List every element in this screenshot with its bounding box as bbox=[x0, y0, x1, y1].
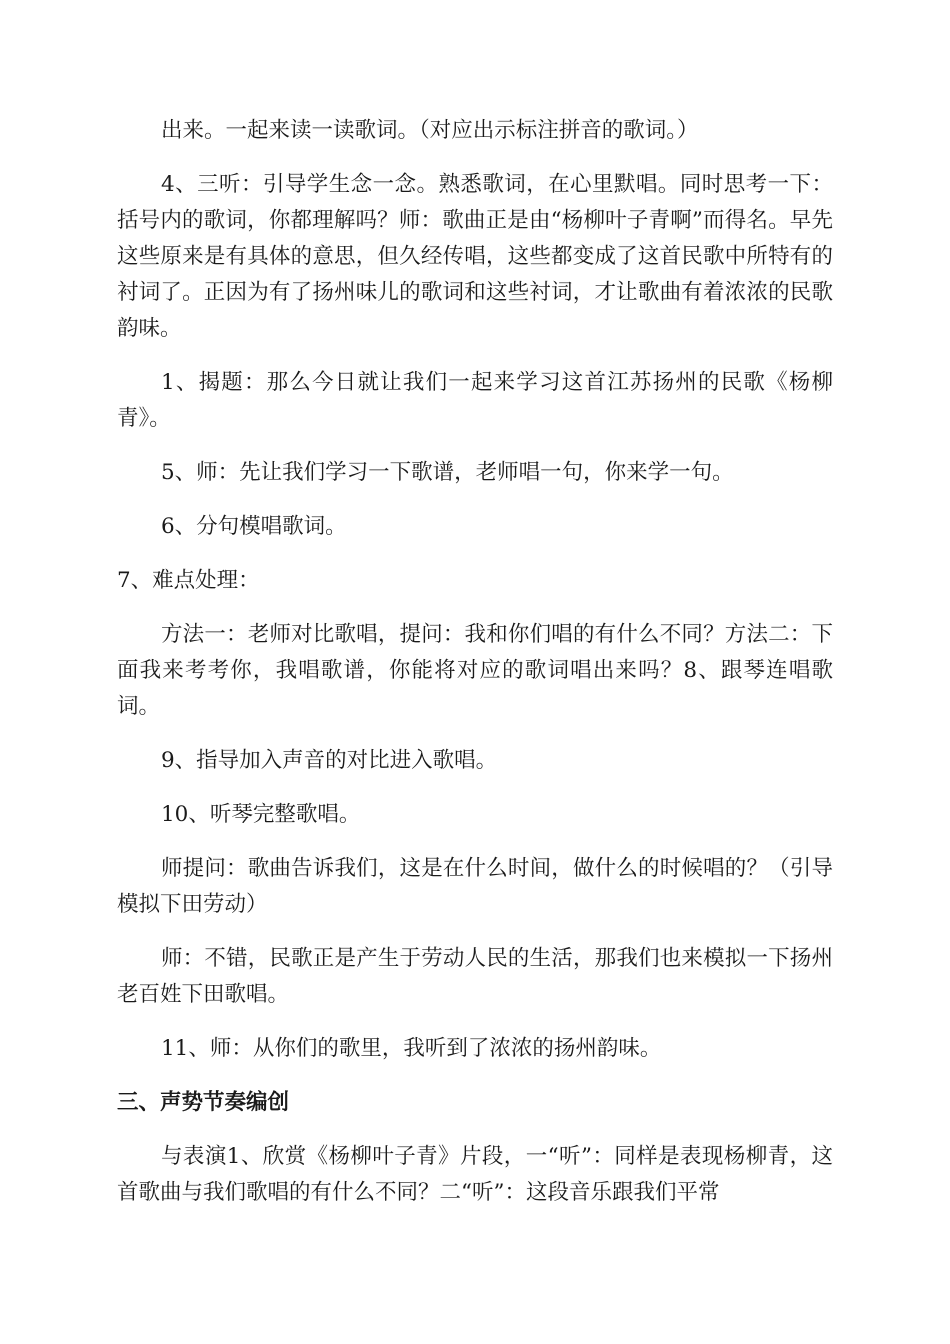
paragraph-methods: 方法一：老师对比歌唱，提问：我和你们唱的有什么不同？方法二：下面我来考考你，我唱歌谱，你能将对应的歌词唱出来吗？8、跟琴连唱歌词。 bbox=[117, 622, 833, 719]
paragraph-folk-labor: 师：不错，民歌正是产生于劳动人民的生活，那我们也来模拟一下扬州老百姓下田歌唱。 bbox=[117, 946, 833, 1007]
paragraph-learn-score: 5、师：先让我们学习一下歌谱，老师唱一句，你来学一句。 bbox=[161, 460, 734, 485]
paragraph-third-listen: 4、三听：引导学生念一念。熟悉歌词，在心里默唱。同时思考一下：括号内的歌词，你都理解吗？师：歌曲正是由“杨柳叶子青啊”而得名。早先这些原来是有具体的意思，但久经传唱，这些都变成了这首民歌中所特有的衬词了。正因为有了扬州味儿的歌词和这些衬词，才让歌曲有着浓浓的民歌韵味。 bbox=[117, 172, 833, 341]
paragraph-reveal-title: 1、揭题：那么今日就让我们一起来学习这首江苏扬州的民歌《杨柳青》。 bbox=[117, 370, 833, 431]
paragraph-imitate-lines: 6、分句模唱歌词。 bbox=[161, 514, 347, 539]
paragraph-teacher-question: 师提问：歌曲告诉我们，这是在什么时间，做什么的时候唱的？（引导模拟下田劳动） bbox=[117, 856, 833, 917]
paragraph-full-singing: 10、听琴完整歌唱。 bbox=[161, 802, 361, 827]
paragraph-appreciate: 与表演1、欣赏《杨柳叶子青》片段，一“听”：同样是表现杨柳青，这首歌曲与我们歌唱的有什么不同？二“听”：这段音乐跟我们平常 bbox=[117, 1144, 833, 1205]
paragraph-difficulty: 7、难点处理： bbox=[117, 568, 260, 593]
section-heading: 三、声势节奏编创 bbox=[117, 1090, 290, 1115]
paragraph-yangzhou-flavor: 11、师：从你们的歌里，我听到了浓浓的扬州韵味。 bbox=[161, 1036, 662, 1061]
paragraph-voice-contrast: 9、指导加入声音的对比进入歌唱。 bbox=[161, 748, 498, 773]
document-body bbox=[117, 113, 833, 1229]
paragraph-read-lyrics: 出来。一起来读一读歌词。（对应出示标注拼音的歌词。） bbox=[161, 118, 699, 143]
